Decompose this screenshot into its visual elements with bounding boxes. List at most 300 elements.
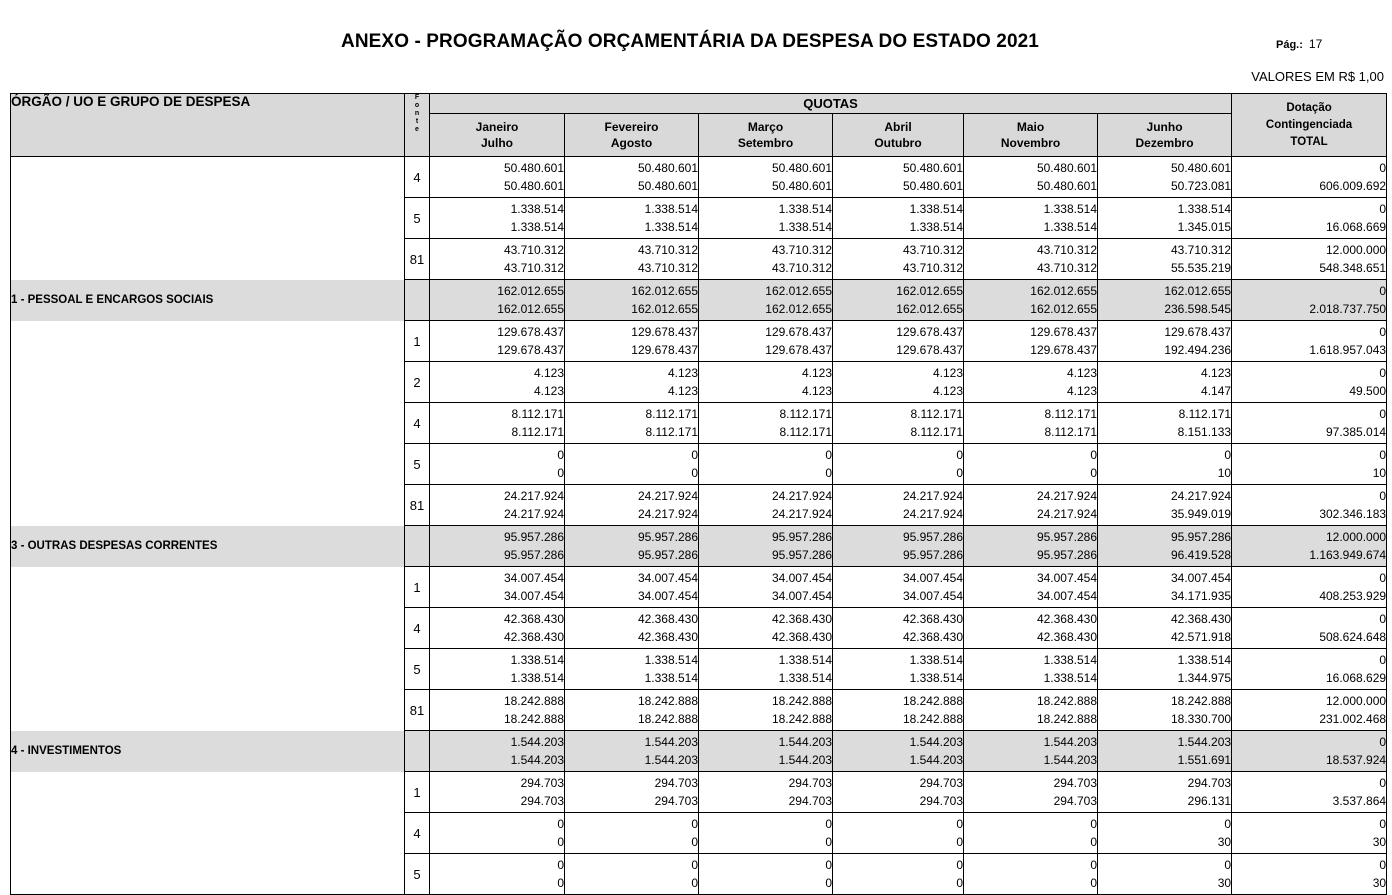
value-first-half: 12.000.000	[1326, 694, 1387, 708]
quota-cell	[565, 854, 699, 895]
quota-cell	[699, 403, 833, 444]
total-cell	[1232, 485, 1387, 526]
value-second-half: 8.112.171	[1044, 425, 1097, 439]
row-label	[11, 649, 405, 690]
fonte-cell: 81	[405, 239, 430, 280]
row-label	[11, 362, 405, 403]
table-row	[11, 772, 1387, 813]
row-label	[11, 772, 405, 813]
value-second-half: 42.368.430	[1036, 630, 1097, 644]
value-second-half: 18.242.888	[503, 712, 564, 726]
value-second-half: 4.123	[1066, 384, 1097, 398]
quota-cell	[565, 690, 699, 731]
quota-cell	[699, 649, 833, 690]
month-bottom: Setembro	[737, 136, 794, 150]
value-first-half: 24.217.924	[1171, 489, 1232, 503]
value-second-half: 1.338.514	[1043, 671, 1097, 685]
value-first-half: 24.217.924	[503, 489, 564, 503]
value-first-half: 0	[1379, 284, 1387, 298]
quota-cell	[699, 690, 833, 731]
value-first-half: 1.338.514	[909, 653, 963, 667]
value-first-half: 4.123	[932, 366, 963, 380]
quota-cell	[1098, 157, 1232, 198]
value-second-half: 24.217.924	[1036, 507, 1097, 521]
value-second-half: 8.112.171	[910, 425, 963, 439]
quota-cell	[430, 526, 565, 567]
value-first-half: 0	[825, 817, 832, 831]
fonte-cell: 5	[405, 649, 430, 690]
total-cell	[1232, 567, 1387, 608]
value-first-half: 42.368.430	[503, 612, 564, 626]
value-first-half: 24.217.924	[771, 489, 832, 503]
month-header	[1098, 114, 1232, 157]
quota-cell	[699, 731, 833, 772]
value-second-half: 1.618.957.043	[1309, 343, 1387, 357]
value-first-half: 0	[1379, 202, 1387, 216]
month-top: Março	[747, 120, 784, 134]
value-second-half: 43.710.312	[902, 261, 963, 275]
table-row	[11, 321, 1387, 362]
quota-cell	[964, 813, 1098, 854]
quota-cell	[964, 690, 1098, 731]
table-row	[11, 362, 1387, 403]
month-top: Maio	[1016, 120, 1045, 134]
value-first-half: 0	[1379, 858, 1387, 872]
value-first-half: 0	[1379, 325, 1387, 339]
quota-cell	[430, 690, 565, 731]
quota-cell	[565, 649, 699, 690]
value-first-half: 18.242.888	[637, 694, 698, 708]
value-second-half: 95.957.286	[637, 548, 698, 562]
value-first-half: 50.480.601	[637, 161, 698, 175]
value-second-half: 10	[1217, 466, 1232, 480]
value-first-half: 8.112.171	[645, 407, 698, 421]
value-second-half: 294.703	[788, 794, 832, 808]
value-first-half: 43.710.312	[1171, 243, 1232, 257]
fonte-cell: 81	[405, 485, 430, 526]
fonte-cell: 4	[405, 608, 430, 649]
value-first-half: 95.957.286	[503, 530, 564, 544]
fonte-letter: e	[415, 126, 419, 133]
value-second-half: 0	[825, 835, 832, 849]
value-first-half: 162.012.655	[1164, 284, 1232, 298]
value-first-half: 0	[956, 817, 963, 831]
quota-cell	[699, 444, 833, 485]
column-header-orgao: ÓRGÃO / UO E GRUPO DE DESPESA	[11, 94, 405, 157]
quota-cell	[430, 772, 565, 813]
quota-cell	[430, 485, 565, 526]
value-second-half: 18.242.888	[637, 712, 698, 726]
value-first-half: 1.338.514	[778, 202, 832, 216]
quota-cell	[1098, 731, 1232, 772]
value-first-half: 1.544.203	[510, 735, 564, 749]
quota-cell	[699, 362, 833, 403]
value-first-half: 1.544.203	[1177, 735, 1232, 749]
value-first-half: 1.338.514	[644, 202, 698, 216]
value-second-half: 4.123	[533, 384, 564, 398]
value-second-half: 24.217.924	[503, 507, 564, 521]
quota-cell	[565, 444, 699, 485]
value-first-half: 1.338.514	[1177, 653, 1232, 667]
value-second-half: 4.123	[801, 384, 832, 398]
quota-cell	[833, 608, 964, 649]
month-bottom: Julho	[481, 136, 513, 150]
value-second-half: 35.949.019	[1171, 507, 1232, 521]
quota-cell	[833, 854, 964, 895]
quota-cell	[699, 608, 833, 649]
quota-cell	[833, 649, 964, 690]
quota-cell	[430, 649, 565, 690]
value-second-half: 95.957.286	[771, 548, 832, 562]
value-second-half: 24.217.924	[771, 507, 832, 521]
month-top: Janeiro	[475, 120, 519, 134]
value-second-half: 1.163.949.674	[1309, 548, 1387, 562]
value-second-half: 30	[1217, 876, 1232, 890]
total-cell	[1232, 444, 1387, 485]
quota-cell	[964, 198, 1098, 239]
value-second-half: 294.703	[919, 794, 963, 808]
value-second-half: 162.012.655	[896, 302, 963, 316]
value-second-half: 296.131	[1187, 794, 1232, 808]
value-first-half: 1.338.514	[1177, 202, 1232, 216]
value-first-half: 18.242.888	[902, 694, 963, 708]
quota-cell	[699, 321, 833, 362]
value-second-half: 1.345.015	[1177, 220, 1232, 234]
value-first-half: 162.012.655	[1030, 284, 1097, 298]
quota-cell	[699, 157, 833, 198]
value-first-half: 162.012.655	[896, 284, 963, 298]
fonte-cell: 1	[405, 321, 430, 362]
value-first-half: 43.710.312	[503, 243, 564, 257]
fonte-cell	[405, 731, 430, 772]
quota-cell	[833, 690, 964, 731]
value-second-half: 43.710.312	[1036, 261, 1097, 275]
value-first-half: 43.710.312	[637, 243, 698, 257]
value-second-half: 1.551.691	[1177, 753, 1232, 767]
value-first-half: 0	[691, 858, 698, 872]
value-first-half: 8.112.171	[1178, 407, 1232, 421]
quota-cell	[565, 321, 699, 362]
quota-cell	[565, 731, 699, 772]
quota-cell	[1098, 444, 1232, 485]
value-second-half: 0	[956, 876, 963, 890]
value-first-half: 0	[1379, 161, 1387, 175]
month-header	[833, 114, 964, 157]
value-second-half: 30	[1217, 835, 1232, 849]
value-second-half: 95.957.286	[503, 548, 564, 562]
total-header-line1: Dotação	[1286, 101, 1332, 114]
quota-cell	[565, 157, 699, 198]
summary-row	[11, 526, 1387, 567]
value-second-half: 236.598.545	[1164, 302, 1232, 316]
page-indicator	[1276, 37, 1322, 51]
value-second-half: 49.500	[1349, 384, 1387, 398]
value-second-half: 30	[1372, 835, 1387, 849]
value-second-half: 162.012.655	[497, 302, 564, 316]
quota-cell	[964, 854, 1098, 895]
value-second-half: 1.338.514	[644, 220, 698, 234]
total-cell	[1232, 731, 1387, 772]
value-first-half: 0	[825, 858, 832, 872]
value-second-half: 50.480.601	[503, 179, 564, 193]
value-second-half: 3.537.864	[1332, 794, 1387, 808]
value-first-half: 0	[1379, 612, 1387, 626]
value-first-half: 0	[1379, 571, 1387, 585]
quota-cell	[699, 280, 833, 321]
value-first-half: 129.678.437	[497, 325, 564, 339]
month-bottom: Agosto	[610, 136, 653, 150]
value-second-half: 55.535.219	[1171, 261, 1232, 275]
column-header-fonte	[405, 94, 430, 157]
value-second-half: 294.703	[654, 794, 698, 808]
value-first-half: 294.703	[520, 776, 564, 790]
row-label	[11, 608, 405, 649]
value-second-half: 18.537.924	[1326, 753, 1387, 767]
quota-cell	[1098, 239, 1232, 280]
value-second-half: 24.217.924	[902, 507, 963, 521]
summary-row	[11, 280, 1387, 321]
value-first-half: 8.112.171	[1044, 407, 1097, 421]
value-first-half: 24.217.924	[902, 489, 963, 503]
value-first-half: 50.480.601	[1036, 161, 1097, 175]
quota-cell	[565, 567, 699, 608]
quota-cell	[565, 608, 699, 649]
value-first-half: 4.123	[667, 366, 698, 380]
value-first-half: 42.368.430	[771, 612, 832, 626]
value-first-half: 1.338.514	[510, 653, 564, 667]
expense-group-label: 3 - OUTRAS DESPESAS CORRENTES	[11, 526, 405, 567]
value-first-half: 18.242.888	[771, 694, 832, 708]
value-second-half: 162.012.655	[631, 302, 698, 316]
quota-cell	[1098, 280, 1232, 321]
total-cell	[1232, 526, 1387, 567]
value-second-half: 231.002.468	[1319, 712, 1387, 726]
value-second-half: 43.710.312	[637, 261, 698, 275]
value-first-half: 0	[1379, 366, 1387, 380]
value-second-half: 16.068.629	[1326, 671, 1387, 685]
value-first-half: 95.957.286	[1036, 530, 1097, 544]
fonte-cell: 4	[405, 813, 430, 854]
fonte-cell	[405, 526, 430, 567]
value-first-half: 50.480.601	[1171, 161, 1232, 175]
quota-cell	[430, 321, 565, 362]
quota-cell	[430, 567, 565, 608]
quota-cell	[833, 813, 964, 854]
fonte-letter: t	[415, 118, 419, 125]
value-second-half: 1.338.514	[510, 220, 564, 234]
quota-cell	[964, 567, 1098, 608]
value-first-half: 4.123	[801, 366, 832, 380]
value-first-half: 294.703	[919, 776, 963, 790]
total-cell	[1232, 198, 1387, 239]
value-first-half: 34.007.454	[503, 571, 564, 585]
quota-cell	[833, 157, 964, 198]
value-first-half: 294.703	[1053, 776, 1097, 790]
value-first-half: 129.678.437	[1164, 325, 1232, 339]
quota-cell	[430, 239, 565, 280]
value-second-half: 0	[691, 466, 698, 480]
fonte-cell: 5	[405, 198, 430, 239]
value-first-half: 43.710.312	[902, 243, 963, 257]
value-second-half: 8.112.171	[511, 425, 564, 439]
total-cell	[1232, 690, 1387, 731]
quota-cell	[430, 731, 565, 772]
table-row	[11, 198, 1387, 239]
value-first-half: 18.242.888	[1171, 694, 1232, 708]
value-first-half: 34.007.454	[637, 571, 698, 585]
quota-cell	[699, 567, 833, 608]
report-title: ANEXO - PROGRAMAÇÃO ORÇAMENTÁRIA DA DESPESA DO ESTADO 2021	[341, 31, 1039, 52]
value-second-half: 192.494.236	[1164, 343, 1232, 357]
quota-cell	[833, 567, 964, 608]
value-second-half: 18.242.888	[771, 712, 832, 726]
value-second-half: 1.338.514	[909, 671, 963, 685]
quota-cell	[565, 362, 699, 403]
value-second-half: 0	[1090, 466, 1097, 480]
quota-cell	[833, 362, 964, 403]
value-second-half: 0	[691, 835, 698, 849]
quota-cell	[430, 444, 565, 485]
quota-cell	[1098, 813, 1232, 854]
quota-cell	[964, 239, 1098, 280]
quota-cell	[1098, 526, 1232, 567]
quota-cell	[699, 485, 833, 526]
row-label	[11, 403, 405, 444]
table-row	[11, 239, 1387, 280]
value-first-half: 50.480.601	[902, 161, 963, 175]
quota-cell	[833, 526, 964, 567]
quota-cell	[1098, 362, 1232, 403]
row-label	[11, 567, 405, 608]
value-second-half: 50.480.601	[771, 179, 832, 193]
value-second-half: 34.007.454	[637, 589, 698, 603]
value-first-half: 129.678.437	[1030, 325, 1097, 339]
value-first-half: 1.544.203	[909, 735, 963, 749]
value-second-half: 606.009.692	[1319, 179, 1387, 193]
quota-cell	[565, 403, 699, 444]
value-first-half: 129.678.437	[631, 325, 698, 339]
total-header-line2: Contingenciada	[1265, 118, 1353, 131]
month-header	[699, 114, 833, 157]
value-first-half: 8.112.171	[511, 407, 564, 421]
row-label	[11, 157, 405, 198]
fonte-cell	[405, 280, 430, 321]
fonte-cell: 4	[405, 157, 430, 198]
month-header	[430, 114, 565, 157]
month-top: Fevereiro	[604, 120, 659, 134]
quota-cell	[964, 362, 1098, 403]
month-top: Junho	[1146, 120, 1183, 134]
quota-cell	[699, 239, 833, 280]
value-first-half: 24.217.924	[1036, 489, 1097, 503]
total-cell	[1232, 362, 1387, 403]
value-second-half: 2.018.737.750	[1309, 302, 1387, 316]
value-second-half: 18.242.888	[902, 712, 963, 726]
quota-cell	[565, 198, 699, 239]
table-row	[11, 608, 1387, 649]
value-first-half: 0	[1379, 489, 1387, 503]
summary-row	[11, 731, 1387, 772]
value-second-half: 0	[956, 835, 963, 849]
value-first-half: 162.012.655	[631, 284, 698, 298]
value-second-half: 50.723.081	[1171, 179, 1232, 193]
quota-cell	[565, 239, 699, 280]
value-second-half: 42.571.918	[1171, 630, 1232, 644]
total-cell	[1232, 157, 1387, 198]
row-label	[11, 690, 405, 731]
quota-cell	[1098, 690, 1232, 731]
quota-cell	[430, 854, 565, 895]
value-first-half: 1.338.514	[644, 653, 698, 667]
value-first-half: 1.544.203	[644, 735, 698, 749]
quota-cell	[964, 321, 1098, 362]
value-second-half: 1.544.203	[778, 753, 832, 767]
value-first-half: 129.678.437	[765, 325, 832, 339]
value-first-half: 4.123	[1066, 366, 1097, 380]
value-first-half: 294.703	[654, 776, 698, 790]
value-first-half: 0	[825, 448, 832, 462]
value-first-half: 0	[1224, 858, 1232, 872]
value-first-half: 18.242.888	[503, 694, 564, 708]
value-second-half: 548.348.651	[1319, 261, 1387, 275]
value-second-half: 1.338.514	[644, 671, 698, 685]
value-second-half: 162.012.655	[1030, 302, 1097, 316]
value-first-half: 4.123	[533, 366, 564, 380]
quota-cell	[833, 444, 964, 485]
value-first-half: 1.338.514	[909, 202, 963, 216]
quota-cell	[833, 239, 964, 280]
value-first-half: 162.012.655	[765, 284, 832, 298]
fonte-cell: 1	[405, 567, 430, 608]
value-second-half: 1.344.975	[1177, 671, 1232, 685]
value-first-half: 18.242.888	[1036, 694, 1097, 708]
value-second-half: 50.480.601	[902, 179, 963, 193]
value-first-half: 1.338.514	[510, 202, 564, 216]
quota-cell	[430, 403, 565, 444]
value-second-half: 508.624.648	[1319, 630, 1387, 644]
table-row	[11, 485, 1387, 526]
row-label	[11, 444, 405, 485]
row-label	[11, 198, 405, 239]
value-first-half: 34.007.454	[1036, 571, 1097, 585]
value-first-half: 0	[557, 817, 564, 831]
value-first-half: 95.957.286	[771, 530, 832, 544]
value-second-half: 0	[691, 876, 698, 890]
total-cell	[1232, 649, 1387, 690]
value-second-half: 0	[1090, 876, 1097, 890]
value-first-half: 0	[1224, 817, 1232, 831]
table-row	[11, 854, 1387, 895]
value-second-half: 0	[557, 876, 564, 890]
month-bottom: Novembro	[1000, 136, 1061, 150]
quota-cell	[833, 280, 964, 321]
quota-cell	[1098, 321, 1232, 362]
quota-cell	[430, 813, 565, 854]
value-first-half: 8.112.171	[910, 407, 963, 421]
value-first-half: 1.338.514	[778, 653, 832, 667]
fonte-letter: F	[414, 94, 420, 101]
quota-cell	[1098, 403, 1232, 444]
value-first-half: 0	[1379, 776, 1387, 790]
total-cell	[1232, 239, 1387, 280]
value-first-half: 8.112.171	[779, 407, 832, 421]
column-header-total	[1232, 94, 1387, 157]
value-second-half: 4.123	[932, 384, 963, 398]
value-second-half: 4.147	[1201, 384, 1232, 398]
quota-cell	[833, 321, 964, 362]
value-first-half: 34.007.454	[1171, 571, 1232, 585]
fonte-cell: 81	[405, 690, 430, 731]
